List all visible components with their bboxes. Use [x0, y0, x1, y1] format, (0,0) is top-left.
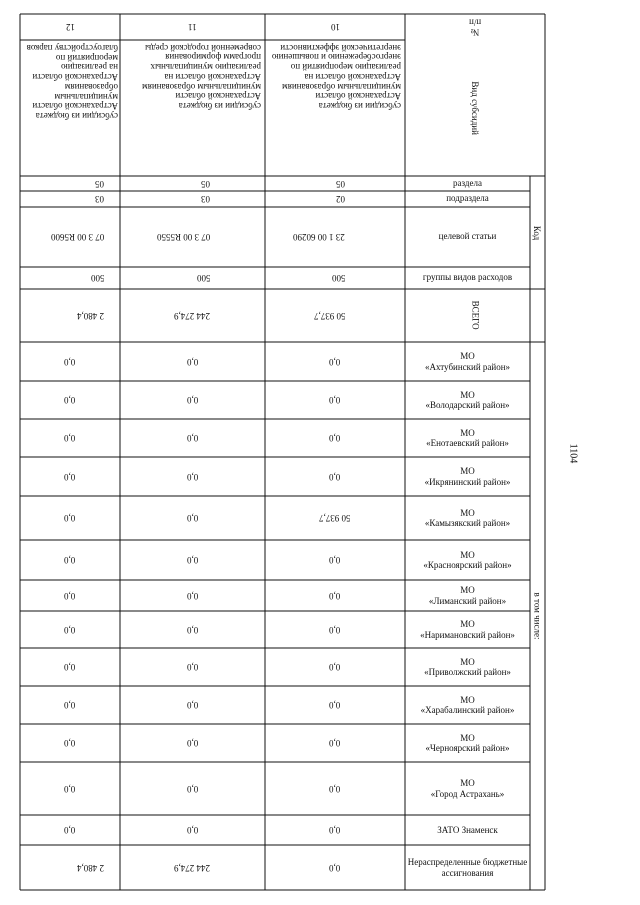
table-cell: 0,0	[329, 783, 341, 794]
table-cell: 0,0	[186, 555, 199, 565]
subsidy-num: 10	[330, 22, 340, 32]
table-cell: 0,0	[64, 624, 76, 635]
table-cell: 0,0	[186, 395, 199, 405]
table-cell: 0,0	[329, 700, 341, 710]
table-cell: 0,0	[186, 738, 199, 748]
code-section-header: раздела	[453, 177, 482, 188]
table-cell: 0,0	[329, 395, 341, 405]
municipality-label: МО «Приволжский район»	[424, 656, 511, 677]
subsidy-subsection: 03	[95, 194, 104, 204]
table-cell: 0,0	[186, 356, 199, 367]
table-cell: 50 937,7	[319, 513, 351, 523]
municipality-label: ЗАТО Знаменск	[437, 824, 498, 835]
including-header: в том числе:	[532, 592, 543, 640]
table-cell: 0,0	[186, 471, 199, 482]
table-cell: 0,0	[64, 433, 76, 443]
municipality-label: МО «Лиманский район»	[428, 585, 507, 606]
municipality-label: МО «Камызякский район»	[424, 507, 511, 528]
table-cell: 0,0	[329, 555, 341, 565]
table-cell: 0,0	[329, 738, 341, 748]
code-target-header: целевой статьи	[438, 231, 497, 242]
table-cell: 0,0	[64, 825, 76, 835]
municipality-label: МО «Икрянинский район»	[424, 466, 511, 487]
subsidy-target: 07 3 00 R5550	[156, 232, 210, 242]
code-subsection-header: подраздела	[446, 193, 489, 204]
municipality-label: МО «Володарский район»	[425, 389, 510, 410]
subsidy-subsection: 03	[201, 194, 210, 204]
subsidy-target: 23 1 00 60290	[293, 232, 345, 242]
municipality-label: МО «Черноярский район»	[425, 732, 510, 753]
table-cell: 0,0	[186, 624, 199, 635]
municipality-label: МО «Город Астрахань»	[430, 778, 505, 799]
table-cell: 0,0	[329, 471, 341, 482]
type-header: Вид субсидий	[470, 81, 481, 135]
subsidy-type: субсидии из бюджета Астраханской области муниципальным образованиям Астраханской области на реализацию муниципальных программ формирования современной городской среды	[142, 42, 261, 112]
table-cell: 0,0	[64, 738, 76, 748]
table-cell: 2 480,4	[77, 862, 104, 873]
subsidy-target: 07 3 00 R5600	[50, 232, 104, 242]
table-cell: 0,0	[186, 825, 199, 835]
subsidy-num: 12	[65, 22, 75, 32]
subsidy-total: 244 274,9	[174, 310, 210, 321]
table-cell: 0,0	[64, 513, 76, 523]
code-expense-header: группы видов расходов	[422, 272, 513, 283]
table-cell: 0,0	[186, 513, 199, 523]
table-cell: 0,0	[186, 433, 199, 443]
table-cell: 0,0	[329, 590, 341, 601]
subsidy-total: 2 480,4	[77, 310, 104, 321]
municipality-label: МО «Красноярский район»	[423, 549, 512, 570]
table-cell: 0,0	[64, 783, 76, 794]
table-cell: 0,0	[329, 624, 341, 635]
subsidy-section: 05	[336, 178, 345, 189]
table-cell: 0,0	[329, 862, 341, 873]
subsidy-total: 50 937,7	[313, 310, 345, 321]
table-cell: 0,0	[64, 590, 76, 601]
table-cell: 0,0	[64, 662, 76, 672]
municipality-label: МО «Наримановский район»	[420, 619, 515, 640]
table-cell: 0,0	[64, 471, 76, 482]
subsidy-type: субсидии из бюджета Астраханской области муниципальным образованиям Астраханской области на реализацию мероприятий по благоустройству парков	[26, 42, 118, 121]
subsidy-subsection: 02	[336, 194, 345, 204]
table-cell: 0,0	[329, 356, 341, 367]
code-header: Код	[532, 225, 543, 240]
table-cell: 0,0	[186, 700, 199, 710]
page-number: 1104	[567, 443, 579, 463]
subsidy-expense: 500	[196, 273, 210, 283]
subsidy-expense: 500	[331, 273, 345, 283]
subsidy-expense: 500	[90, 273, 104, 283]
municipality-label: МО «Енотаевский район»	[426, 427, 509, 448]
total-header: ВСЕГО	[470, 301, 481, 330]
subsidy-section: 05	[95, 178, 104, 189]
table-cell: 0,0	[186, 662, 199, 672]
num-header: № п/п	[468, 17, 482, 38]
table-cell: 244 274,9	[174, 862, 210, 873]
subsidy-section: 05	[201, 178, 210, 189]
table-cell: 0,0	[186, 783, 199, 794]
municipality-label: Нераспределенные бюджетные ассигнования	[407, 857, 528, 878]
municipality-label: МО «Харабалинский район»	[420, 694, 515, 715]
table-cell: 0,0	[64, 356, 76, 367]
table-cell: 0,0	[64, 700, 76, 710]
table-cell: 0,0	[186, 590, 199, 601]
table-cell: 0,0	[329, 662, 341, 672]
table-cell: 0,0	[329, 825, 341, 835]
municipality-label: МО «Ахтубинский район»	[424, 351, 511, 372]
subsidy-num: 11	[188, 22, 197, 32]
table-cell: 0,0	[64, 555, 76, 565]
table-cell: 0,0	[329, 433, 341, 443]
table-cell: 0,0	[64, 395, 76, 405]
subsidy-type: субсидии из бюджета Астраханской области муниципальным образованиям Астраханской области на реализацию мероприятий по энергосбережению и повышению энергетической эффективности	[271, 42, 401, 112]
